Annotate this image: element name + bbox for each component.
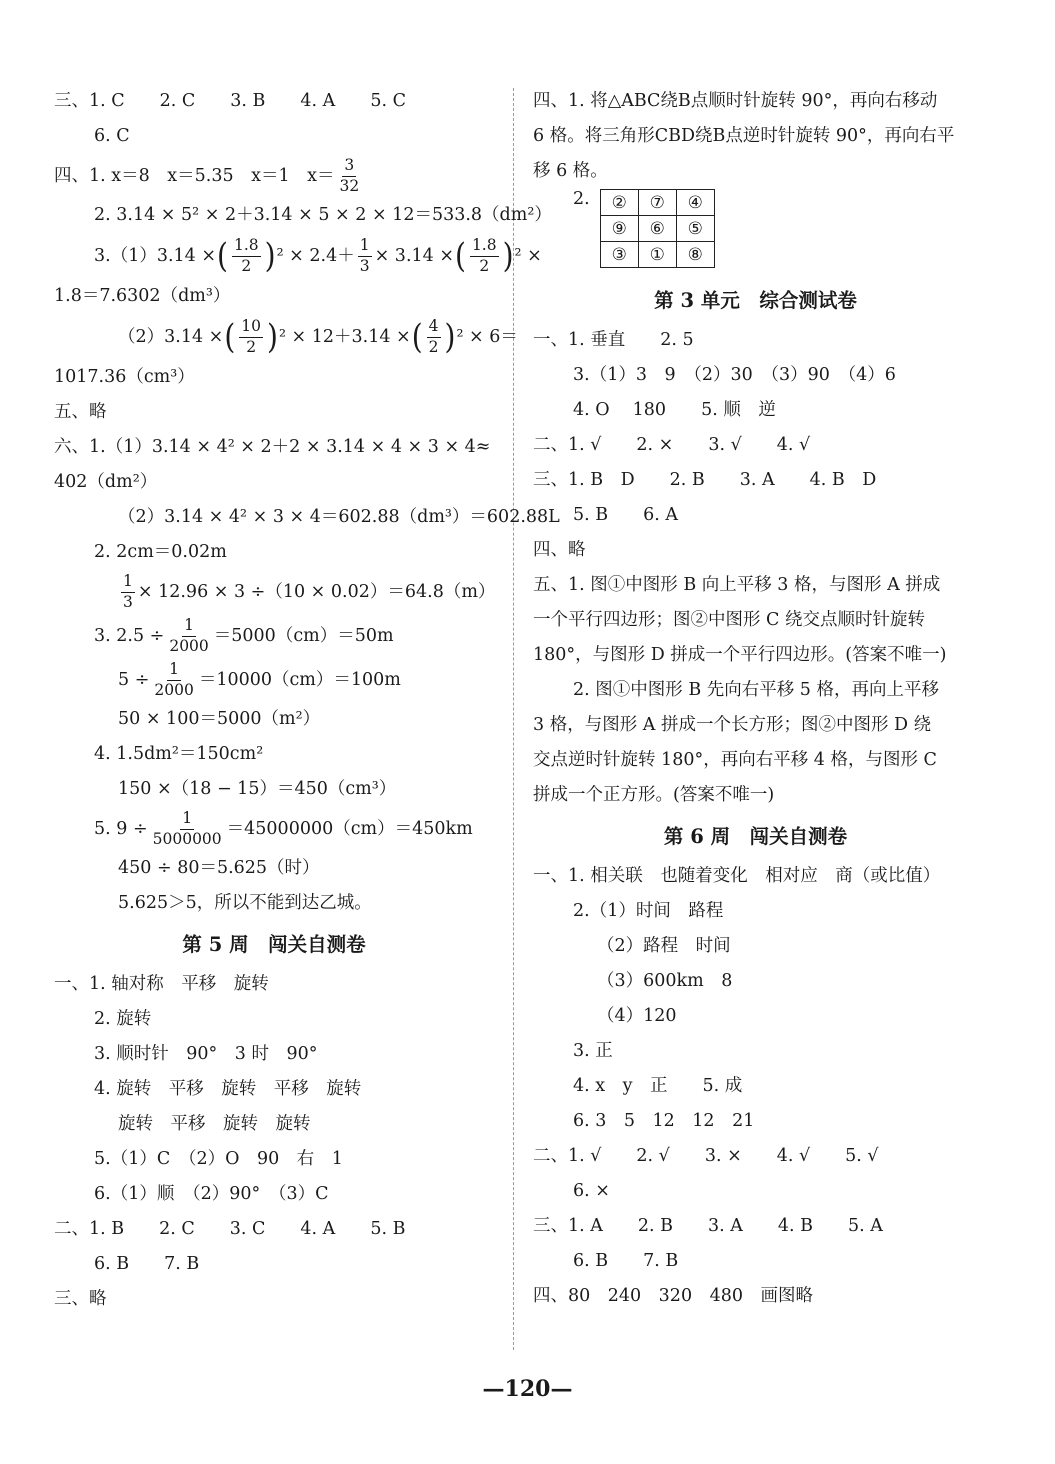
answer-line: $\frac{1}{3}$ × 12.96 × 3 ÷（10 × 0.02）＝64.8（m） [123,572,496,611]
column-divider [513,88,514,1350]
fraction: $\frac{10}{2}$ [241,317,261,356]
answer-line: 5 ÷ $\frac{1}{2000}$ ＝10000（cm）＝100m [118,660,401,699]
answer-line: 180°，与图形 D 拼成一个平行四边形。(答案不唯一) [533,645,947,665]
answer-line: 四、1. x＝8 x＝5.35 x＝1 x＝ $\frac{3}{32}$ [54,156,360,195]
answer-line: 一、1. 相关联 也随着变化 相对应 商（或比值） [533,866,941,886]
answer-line: 5.（1）C （2）O 90 右 1 [94,1149,343,1169]
answer-line: 旋转 平移 旋转 旋转 [118,1114,311,1134]
answer-line: 3.（1）3 9 （2）30 （3）90 （4）6 [573,365,896,385]
answer-line: 4. O 180 5. 顺 逆 [573,400,776,420]
section-heading: 第 6 周 闯关自测卷 [663,824,848,848]
answer-line: 4. x y 正 5. 成 [573,1076,743,1096]
answer-line: 四、1. 将△ABC绕B点顺时针旋转 90°，再向右移动 [533,91,938,111]
answer-line: （2）路程 时间 [597,936,731,956]
answer-line: 6. × [573,1181,610,1201]
answer-line: 5. B 6. A [573,505,679,525]
answer-line: （3）600km 8 [597,971,733,991]
answer-line: 4. 1.5dm²＝150cm² [94,744,264,764]
answer-line: 3 格，与图形 A 拼成一个长方形；图②中图形 D 绕 [533,715,932,735]
section-heading: 第 3 单元 综合测试卷 [654,288,857,312]
answer-line: 三、略 [54,1289,107,1309]
answer-line: 2. 3.14 × 5² × 2＋3.14 × 5 × 2 × 12＝533.8（dm²） [94,205,552,225]
answer-line: 交点逆时针旋转 180°，再向右平移 4 格，与图形 C [533,750,937,770]
number-grid [600,189,715,268]
answer-line: 3. 正 [573,1041,613,1061]
answer-line: 2. 2cm＝0.02m [94,542,227,562]
answer-line: 一、1. 轴对称 平移 旋转 [54,974,269,994]
answer-line: 5. 9 ÷ $\frac{1}{5000000}$ ＝45000000（cm）＝450km [94,809,473,848]
grid-cell: ⑤ [676,216,714,242]
fraction: $\frac{1}{3}$ [359,236,370,275]
fraction: $\frac{1.8}{2}$ [233,236,259,275]
answer-line: 150 ×（18 − 15）＝450（cm³） [118,779,397,799]
answer-line: 五、1. 图①中图形 B 向上平移 3 格，与图形 A 拼成 [533,575,941,595]
answer-line: 6. B 7. B [94,1254,200,1274]
answer-line: 3. 顺时针 90° 3 时 90° [94,1044,318,1064]
fraction: $\frac{1}{5000000}$ [152,809,222,848]
answer-line: 5.625＞5，所以不能到达乙城。 [118,893,372,913]
grid-cell: ⑦ [638,190,676,216]
answer-line: 50 × 100＝5000（m²） [118,709,321,729]
answer-line: 三、1. C 2. C 3. B 4. A 5. C [54,91,406,111]
answer-line: 3.（1）3.14 × ( $\frac{1.8}{2}$ ) ² × 2.4＋ $\frac{1}{3}$ × 3.14 × ( $\frac{1.8}{2}$ ) ² × [94,235,542,276]
answer-line: 一个平行四边形；图②中图形 C 绕交点顺时针旋转 [533,610,926,630]
answer-line: 拼成一个正方形。(答案不唯一) [533,785,775,805]
fraction: $\frac{1}{2000}$ [154,660,194,699]
answer-line: 6.（1）顺 （2）90° （3）C [94,1184,329,1204]
answer-line: 6. B 7. B [573,1251,679,1271]
grid-answer [533,189,978,277]
answer-line: 450 ÷ 80＝5.625（时） [118,858,320,878]
answer-line: 2. 图①中图形 B 先向右平移 5 格，再向上平移 [573,680,940,700]
answer-line: 1.8＝7.6302（dm³） [54,286,231,306]
fraction: $\frac{3}{32}$ [339,156,360,195]
answer-line: 一、1. 垂直 2. 5 [533,330,694,350]
fraction: $\frac{4}{2}$ [428,317,439,356]
grid-label: 2. [573,189,590,209]
grid-cell: ⑧ [676,242,714,268]
grid-cell: ① [638,242,676,268]
answer-line: （4）120 [597,1006,677,1026]
answer-line: 4. 旋转 平移 旋转 平移 旋转 [94,1079,362,1099]
answer-line: 四、80 240 320 480 画图略 [533,1286,813,1306]
answer-line: 二、1. √ 2. √ 3. × 4. √ 5. √ [533,1146,879,1166]
fraction: $\frac{1}{2000}$ [169,616,209,655]
answer-line: 三、1. A 2. B 3. A 4. B 5. A [533,1216,883,1236]
grid-cell: ② [600,190,638,216]
answer-line: 二、1. √ 2. × 3. √ 4. √ [533,435,811,455]
answer-line: 二、1. B 2. C 3. C 4. A 5. B [54,1219,406,1239]
answer-line: 1017.36（cm³） [54,367,195,387]
grid-cell: ⑨ [600,216,638,242]
section-heading: 第 5 周 闯关自测卷 [182,932,366,956]
page-number: —120— [482,1376,573,1402]
grid-cell: ③ [600,242,638,268]
answer-line: 六、1.（1）3.14 × 4² × 2＋2 × 3.14 × 4 × 3 × 4≈ [54,437,491,457]
answer-line: （2）3.14 × ( $\frac{10}{2}$ ) ² × 12＋3.14 × ( $\frac{4}{2}$ ) ² × 6＝ [118,316,518,357]
right-column [533,84,978,1314]
grid-cell: ⑥ [638,216,676,242]
answer-line: 2. 旋转 [94,1009,152,1029]
answer-line: 三、1. B D 2. B 3. A 4. B D [533,470,877,490]
fraction: $\frac{1}{3}$ [123,572,133,611]
answer-line: （2）3.14 × 4² × 3 × 4＝602.88（dm³）＝602.88L [118,507,560,527]
fraction: $\frac{1.8}{2}$ [471,236,497,275]
answer-line: 402（dm²） [54,472,158,492]
answer-line: 2.（1）时间 路程 [573,901,724,921]
answer-line: 6. 3 5 12 12 21 [573,1111,755,1131]
answer-line: 五、略 [54,402,107,422]
grid-cell: ④ [676,190,714,216]
answer-line: 6. C [94,126,130,146]
answer-line: 6 格。将三角形CBD绕B点逆时针旋转 90°，再向右平 [533,126,955,146]
answer-line: 3. 2.5 ÷ $\frac{1}{2000}$ ＝5000（cm）＝50m [94,616,394,655]
answer-line: 移 6 格。 [533,161,608,181]
answer-line: 四、略 [533,540,586,560]
